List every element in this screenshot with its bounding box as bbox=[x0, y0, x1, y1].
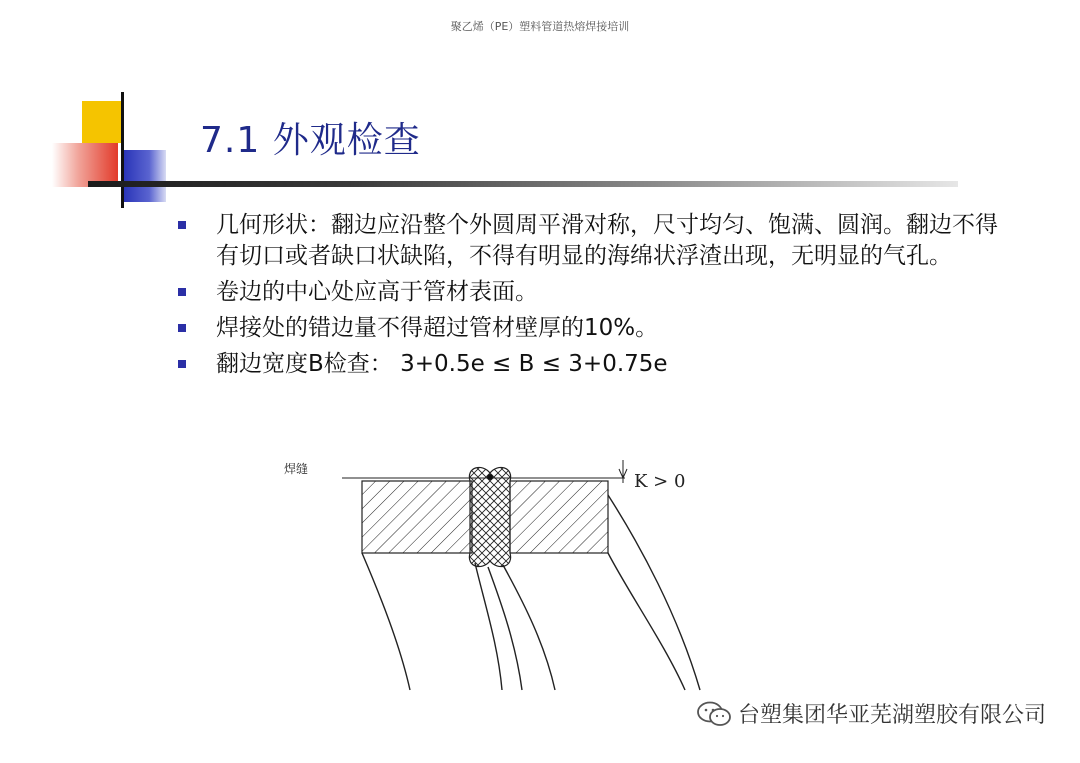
k-label: K > 0 bbox=[634, 471, 686, 492]
bullet-square-icon bbox=[178, 324, 186, 332]
footer-company-name: 台塑集团华亚芜湖塑胶有限公司 bbox=[737, 703, 1046, 728]
bullet-square-icon bbox=[178, 288, 186, 296]
wechat-icon bbox=[696, 700, 732, 728]
bullet-square-icon bbox=[178, 221, 186, 229]
bullet-item: 几何形状：翻边应沿整个外圆周平滑对称，尺寸均匀、饱满、圆润。翻边不得有切口或者缺口状缺陷，不得有明显的海绵状浮渣出现，无明显的气孔。 bbox=[178, 210, 1008, 272]
slide-title: 7.1 外观检查 bbox=[200, 120, 421, 161]
bullet-item: 焊接处的错边量不得超过管材壁厚的10%。 bbox=[178, 313, 1008, 344]
bullet-list bbox=[178, 210, 1008, 385]
title-underline bbox=[88, 181, 958, 187]
bullet-square-icon bbox=[178, 360, 186, 368]
bullet-item: 翻边宽度B检查： 3+0.5e ≤ B ≤ 3+0.75e bbox=[178, 349, 1008, 380]
weld-diagram bbox=[270, 445, 710, 695]
footer-brand bbox=[696, 698, 1046, 729]
bullet-item: 卷边的中心处应高于管材表面。 bbox=[178, 277, 1008, 308]
weld-label: 焊缝 bbox=[284, 462, 309, 476]
header-caption: 聚乙烯（PE）塑料管道热熔焊接培训 bbox=[450, 20, 630, 33]
